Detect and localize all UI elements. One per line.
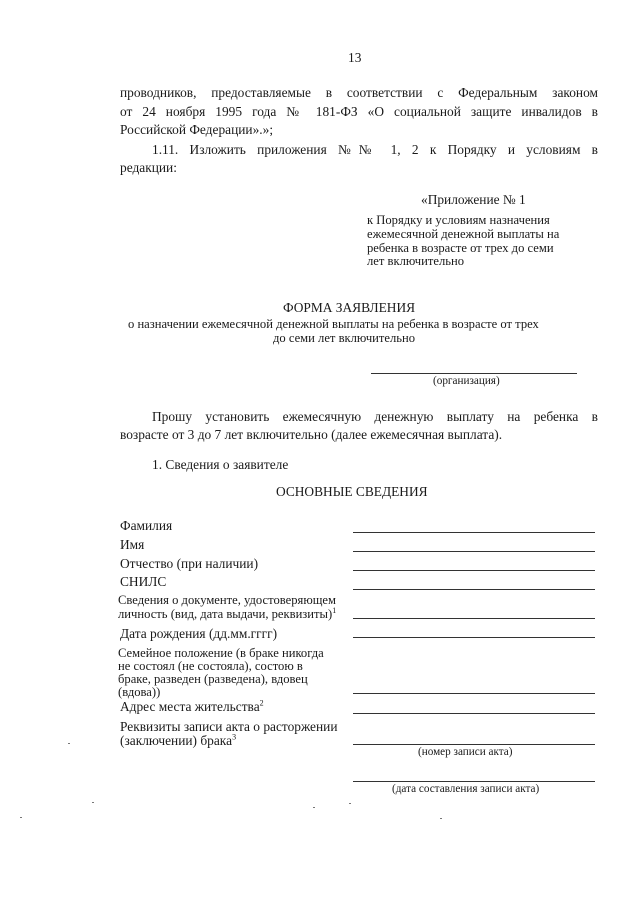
form-subtitle-line-2: до семи лет включительно	[273, 331, 416, 345]
intro-line-2: от 24 ноября 1995 года № 181-ФЗ «О социальной защите инвалидов в	[120, 104, 598, 119]
snils-label: СНИЛС	[120, 574, 167, 589]
item-1-11-line-1: 1.11. Изложить приложения №№ 1, 2 к Порядку и условиям в	[152, 142, 598, 157]
page-number: 13	[348, 50, 362, 65]
footnote-ref-2: 2	[259, 698, 264, 708]
scan-speck	[92, 802, 94, 803]
marital-status-label-line-1: Семейное положение (в браке никогда	[118, 646, 324, 660]
organization-line	[371, 373, 577, 374]
appendix-line-2: ежемесячной денежной выплаты на	[367, 227, 560, 241]
appendix-line-4: лет включительно	[367, 254, 465, 268]
request-line-1: Прошу установить ежемесячную денежную выплату на ребенка в	[152, 409, 598, 424]
surname-label: Фамилия	[120, 518, 173, 533]
marital-status-label-line-4: (вдова))	[118, 685, 161, 699]
marital-status-label-line-3: браке, разведен (разведена), вдовец	[118, 672, 308, 686]
id-document-label-line-1: Сведения о документе, удостоверяющем	[118, 593, 336, 607]
id-document-line[interactable]	[353, 618, 595, 619]
basic-info-heading: ОСНОВНЫЕ СВЕДЕНИЯ	[276, 484, 428, 499]
form-subtitle-line-1: о назначении ежемесячной денежной выплаты на ребенка в возрасте от трех	[128, 317, 539, 331]
name-line[interactable]	[353, 551, 595, 552]
birth-date-line[interactable]	[353, 637, 595, 638]
id-document-label-line-2: личность (вид, дата выдачи, реквизиты)$^1$	[118, 605, 337, 621]
scan-speck	[440, 818, 442, 819]
act-date-line[interactable]	[353, 781, 595, 782]
footnote-ref-3: 3	[232, 732, 237, 742]
scan-speck	[68, 743, 70, 744]
footnote-ref-1: 1	[332, 605, 337, 615]
marital-status-line[interactable]	[353, 693, 595, 694]
appendix-line-1: к Порядку и условиям назначения	[367, 213, 550, 227]
marital-status-label-line-2: не состоял (не состояла), состою в	[118, 659, 303, 673]
name-label: Имя	[120, 537, 145, 552]
form-title: ФОРМА ЗАЯВЛЕНИЯ	[283, 300, 416, 315]
patronymic-line[interactable]	[353, 570, 595, 571]
act-number-caption: (номер записи акта)	[418, 746, 513, 758]
patronymic-label: Отчество (при наличии)	[120, 556, 259, 571]
address-label: Адрес места жительства$^2$	[120, 698, 264, 714]
intro-line-3: Российской Федерации».»;	[120, 122, 274, 137]
birth-date-label: Дата рождения (дд.мм.гггг)	[120, 626, 278, 641]
address-line[interactable]	[353, 713, 595, 714]
organization-caption: (организация)	[433, 375, 500, 387]
section-1-heading: 1. Сведения о заявителе	[152, 457, 289, 472]
scan-speck	[349, 803, 351, 804]
appendix-title: «Приложение № 1	[421, 192, 526, 207]
act-number-line[interactable]	[353, 744, 595, 745]
item-1-11-line-2: редакции:	[120, 160, 177, 175]
surname-line[interactable]	[353, 532, 595, 533]
scan-speck	[313, 807, 315, 808]
snils-line[interactable]	[353, 589, 595, 590]
marriage-act-label-line-2: (заключении) брака$^3$	[120, 732, 237, 748]
intro-line-1: проводников, предоставляемые в соответствии с Федеральным законом	[120, 85, 598, 100]
appendix-line-3: ребенка в возрасте от трех до семи	[367, 241, 554, 255]
act-date-caption: (дата составления записи акта)	[392, 783, 540, 795]
marriage-act-label-line-1: Реквизиты записи акта о расторжении	[120, 719, 338, 734]
scan-speck	[20, 817, 22, 818]
request-line-2: возрасте от 3 до 7 лет включительно (далее ежемесячная выплата).	[120, 427, 503, 442]
